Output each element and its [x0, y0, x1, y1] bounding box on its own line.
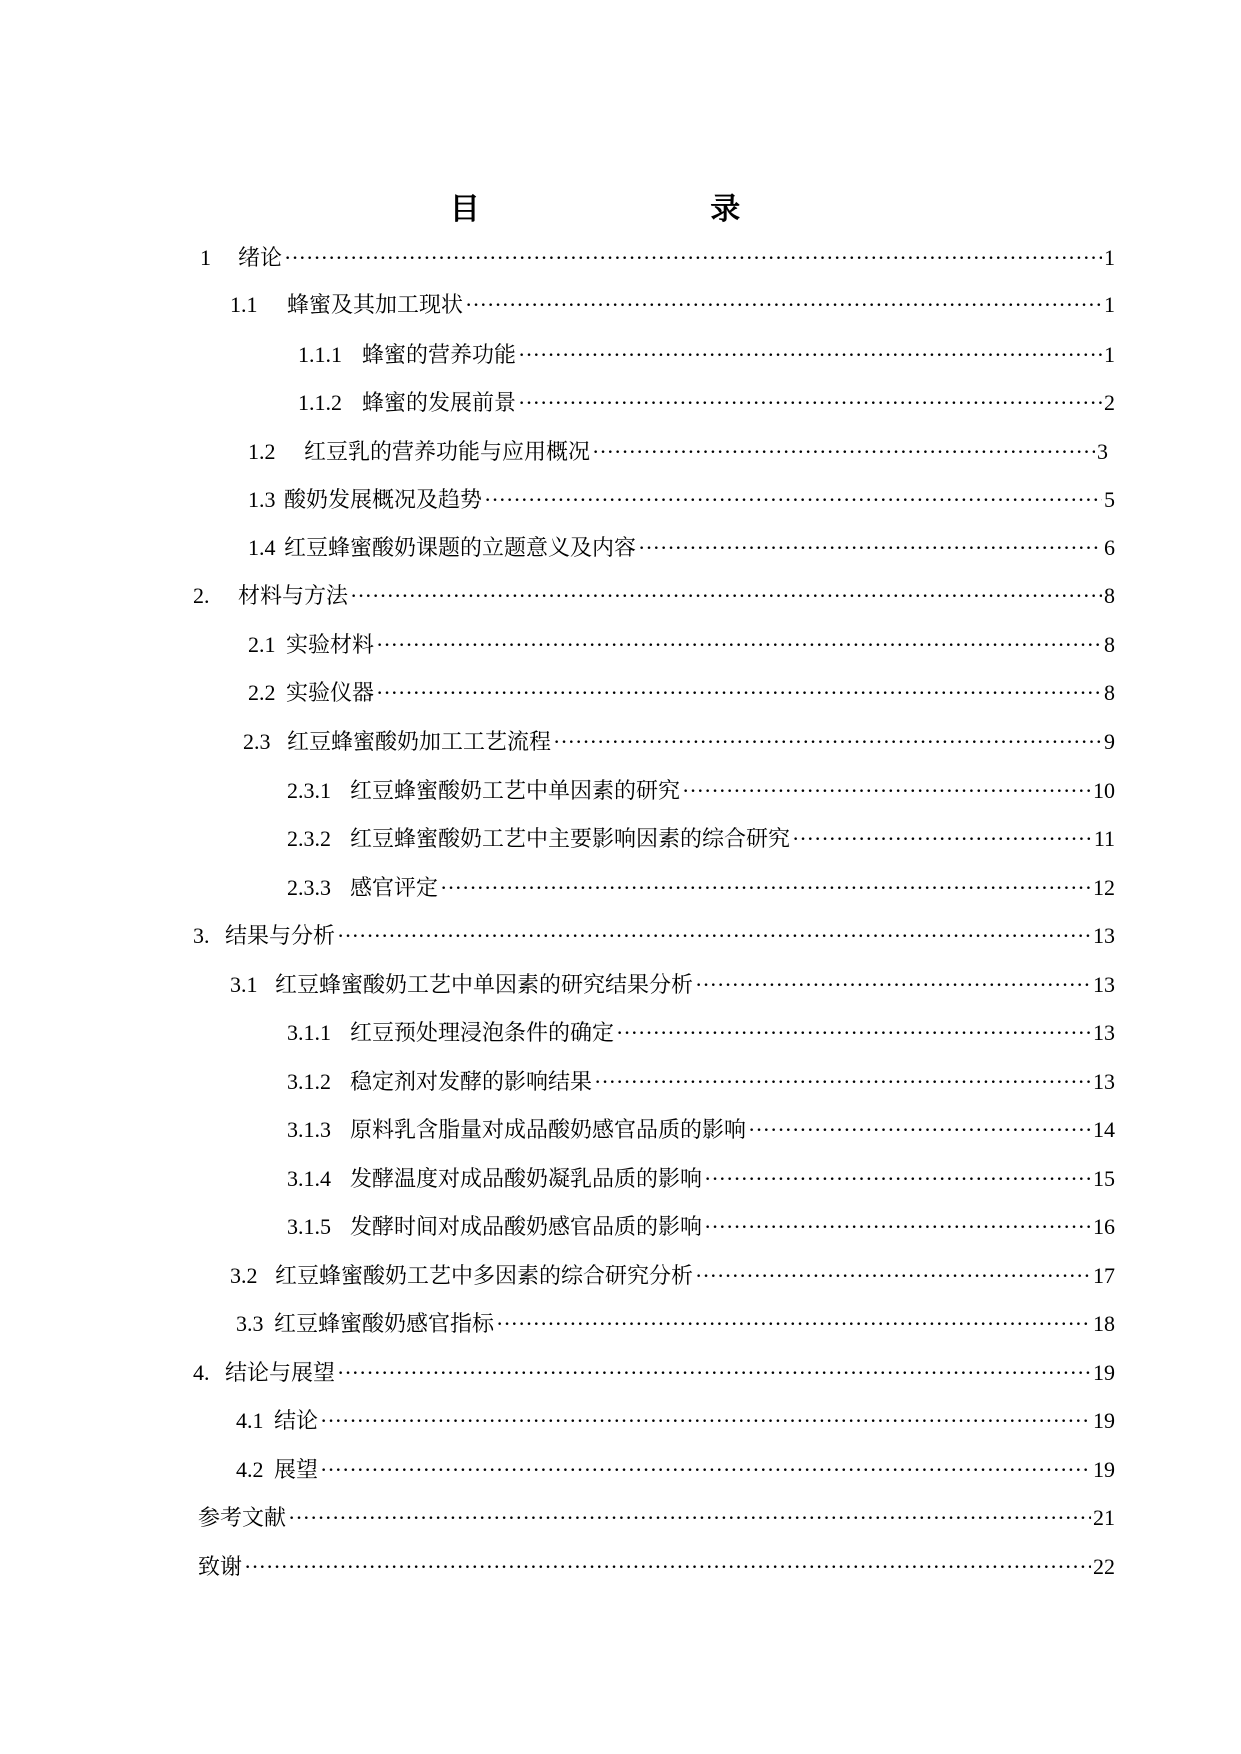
toc-dot-leader [704, 1164, 1091, 1194]
toc-entry-1-2[interactable] [248, 437, 1108, 467]
toc-entry-label: 红豆蜂蜜酸奶工艺中多因素的综合研究分析 [275, 1264, 694, 1289]
toc-entry-3-3[interactable] [236, 1309, 1115, 1339]
toc-entry-3-1[interactable] [230, 970, 1115, 1000]
toc-entry-number: 1.1.1 [298, 342, 342, 367]
toc-entry-page: 19 [1093, 1457, 1115, 1482]
toc-entry-3-1-1[interactable] [287, 1018, 1115, 1048]
toc-entry-label: 蜂蜜及其加工现状 [287, 293, 464, 318]
toc-dot-leader [484, 485, 1102, 515]
toc-entry-label: 材料与方法 [238, 584, 349, 609]
toc-entry-2-2[interactable] [248, 678, 1115, 708]
toc-entry-label: 实验仪器 [286, 681, 375, 706]
toc-entry-label: 红豆预处理浸泡条件的确定 [350, 1021, 615, 1046]
toc-dot-leader [553, 727, 1102, 757]
toc-entry-number: 1.1.2 [298, 390, 342, 415]
toc-entry-page: 2 [1104, 390, 1115, 415]
toc-entry-label: 红豆乳的营养功能与应用概况 [304, 440, 591, 465]
toc-dot-leader [288, 1503, 1091, 1533]
toc-entry-page: 13 [1093, 972, 1115, 997]
toc-entry-number: 3.1 [230, 972, 258, 997]
toc-dot-leader [337, 921, 1091, 951]
toc-entry-page: 19 [1093, 1360, 1115, 1385]
toc-entry-number: 2.3.2 [287, 826, 331, 851]
toc-entry-3-1-2[interactable] [287, 1067, 1115, 1097]
toc-entry-label: 致谢 [198, 1555, 243, 1580]
toc-entry-label: 蜂蜜的营养功能 [362, 343, 517, 368]
toc-entry-page: 1 [1104, 245, 1115, 270]
toc-dot-leader [284, 243, 1102, 273]
toc-entry-label: 蜂蜜的发展前景 [362, 391, 517, 416]
toc-entry-page: 13 [1093, 1020, 1115, 1045]
toc-entry-3[interactable] [193, 921, 1115, 951]
toc-entry-3-1-5[interactable] [287, 1212, 1115, 1242]
toc-entry-label: 红豆蜂蜜酸奶课题的立题意义及内容 [284, 536, 637, 561]
toc-entry-number: 1.4 [248, 535, 276, 560]
toc-entry-label: 展望 [274, 1458, 319, 1483]
toc-entry-number: 2.3.3 [287, 875, 331, 900]
toc-entry-number: 4.1 [236, 1408, 264, 1433]
toc-entry-label: 参考文献 [198, 1506, 287, 1531]
toc-dot-leader [337, 1358, 1091, 1388]
toc-entry-number: 3. [193, 923, 210, 948]
toc-entry-page: 17 [1093, 1263, 1115, 1288]
toc-entry-page: 14 [1093, 1117, 1115, 1142]
toc-dot-leader [465, 290, 1102, 320]
toc-dot-leader [616, 1018, 1091, 1048]
toc-entry-references[interactable] [198, 1503, 1115, 1533]
toc-entry-3-1-4[interactable] [287, 1164, 1115, 1194]
toc-dot-leader [350, 581, 1102, 611]
toc-entry-label: 感官评定 [350, 876, 439, 901]
toc-entry-label: 酸奶发展概况及趋势 [284, 488, 483, 513]
toc-entry-number: 4.2 [236, 1457, 264, 1482]
toc-entry-page: 1 [1104, 292, 1115, 317]
toc-entry-number: 3.1.2 [287, 1069, 331, 1094]
toc-entry-1[interactable] [200, 243, 1115, 273]
page-title: 目 录 [449, 192, 851, 227]
toc-entry-2-3-3[interactable] [287, 873, 1115, 903]
toc-entry-label: 结论 [274, 1409, 319, 1434]
toc-dot-leader [376, 630, 1102, 660]
toc-entry-label: 原料乳含脂量对成品酸奶感官品质的影响 [350, 1118, 747, 1143]
toc-entry-page: 5 [1104, 487, 1115, 512]
toc-entry-page: 8 [1104, 583, 1115, 608]
toc-entry-2-3-1[interactable] [287, 776, 1115, 806]
toc-entry-page: 18 [1093, 1311, 1115, 1336]
toc-entry-number: 4. [193, 1360, 210, 1385]
toc-entry-number: 3.1.1 [287, 1020, 331, 1045]
toc-entry-label: 发酵时间对成品酸奶感官品质的影响 [350, 1215, 703, 1240]
toc-entry-page: 12 [1093, 875, 1115, 900]
toc-entry-1-1-2[interactable] [298, 388, 1115, 418]
toc-dot-leader [440, 873, 1091, 903]
toc-entry-label: 结论与展望 [225, 1361, 336, 1386]
toc-entry-1-1[interactable] [230, 290, 1115, 320]
toc-entry-number: 3.2 [230, 1263, 258, 1288]
toc-entry-page: 21 [1093, 1505, 1115, 1530]
toc-dot-leader [594, 1067, 1091, 1097]
toc-entry-label: 稳定剂对发酵的影响结果 [350, 1070, 593, 1095]
toc-entry-2-1[interactable] [248, 630, 1115, 660]
toc-dot-leader [518, 388, 1102, 418]
toc-dot-leader [682, 776, 1091, 806]
toc-entry-acknowledgements[interactable] [198, 1552, 1115, 1582]
toc-dot-leader [592, 437, 1095, 467]
toc-entry-4-1[interactable] [236, 1406, 1115, 1436]
toc-dot-leader [376, 678, 1102, 708]
toc-entry-number: 2.1 [248, 632, 276, 657]
toc-dot-leader [695, 970, 1091, 1000]
toc-entry-page: 13 [1093, 1069, 1115, 1094]
toc-entry-page: 22 [1093, 1554, 1115, 1579]
toc-entry-number: 3.1.3 [287, 1117, 331, 1142]
toc-dot-leader [518, 340, 1102, 370]
toc-entry-number: 3.1.5 [287, 1214, 331, 1239]
toc-entry-page: 11 [1093, 826, 1115, 851]
toc-entry-label: 实验材料 [286, 633, 375, 658]
toc-dot-leader [704, 1212, 1091, 1242]
toc-entry-3-1-3[interactable] [287, 1115, 1115, 1145]
toc-entry-page: 15 [1093, 1166, 1115, 1191]
toc-dot-leader [695, 1261, 1091, 1291]
toc-dot-leader [320, 1406, 1091, 1436]
toc-entry-label: 红豆蜂蜜酸奶工艺中单因素的研究结果分析 [275, 973, 694, 998]
toc-entry-label: 红豆蜂蜜酸奶加工工艺流程 [287, 730, 552, 755]
toc-entry-page: 6 [1104, 535, 1115, 560]
toc-entry-1-1-1[interactable] [298, 340, 1115, 370]
toc-dot-leader [320, 1455, 1091, 1485]
toc-entry-number: 1.2 [248, 439, 276, 464]
toc-dot-leader [244, 1552, 1091, 1582]
toc-entry-number: 2.2 [248, 680, 276, 705]
toc-entry-1-4[interactable] [248, 533, 1115, 563]
toc-entry-label: 红豆蜂蜜酸奶工艺中主要影响因素的综合研究 [350, 827, 791, 852]
toc-entry-label: 发酵温度对成品酸奶凝乳品质的影响 [350, 1167, 703, 1192]
toc-entry-number: 2. [193, 583, 210, 608]
toc-entry-number: 1.1 [230, 292, 258, 317]
toc-entry-number: 1.3 [248, 487, 276, 512]
toc-entry-label: 红豆蜂蜜酸奶工艺中单因素的研究 [350, 779, 681, 804]
toc-entry-page: 19 [1093, 1408, 1115, 1433]
toc-entry-page: 8 [1104, 680, 1115, 705]
toc-entry-page: 13 [1093, 923, 1115, 948]
toc-entry-label: 结果与分析 [225, 924, 336, 949]
toc-entry-page: 1 [1104, 342, 1115, 367]
toc-entry-page: 3 [1097, 439, 1108, 464]
toc-entry-label: 绪论 [238, 246, 283, 271]
toc-entry-page: 9 [1104, 729, 1115, 754]
toc-entry-2[interactable] [193, 581, 1115, 611]
toc-entry-number: 2.3 [243, 729, 271, 754]
toc-dot-leader [792, 824, 1092, 854]
toc-entry-number: 1 [200, 245, 211, 270]
toc-entry-1-3[interactable] [248, 485, 1115, 515]
toc-entry-label: 红豆蜂蜜酸奶感官指标 [274, 1312, 495, 1337]
toc-entry-2-3-2[interactable] [287, 824, 1115, 854]
toc-entry-4[interactable] [193, 1358, 1115, 1388]
toc-entry-4-2[interactable] [236, 1455, 1115, 1485]
toc-entry-number: 3.1.4 [287, 1166, 331, 1191]
toc-entry-3-2[interactable] [230, 1261, 1115, 1291]
toc-dot-leader [748, 1115, 1091, 1145]
toc-entry-page: 8 [1104, 632, 1115, 657]
toc-entry-page: 16 [1093, 1214, 1115, 1239]
toc-dot-leader [638, 533, 1102, 563]
toc-entry-2-3[interactable] [243, 727, 1115, 757]
toc-entry-page: 10 [1093, 778, 1115, 803]
toc-entry-number: 3.3 [236, 1311, 264, 1336]
toc-entry-number: 2.3.1 [287, 778, 331, 803]
toc-dot-leader [496, 1309, 1091, 1339]
